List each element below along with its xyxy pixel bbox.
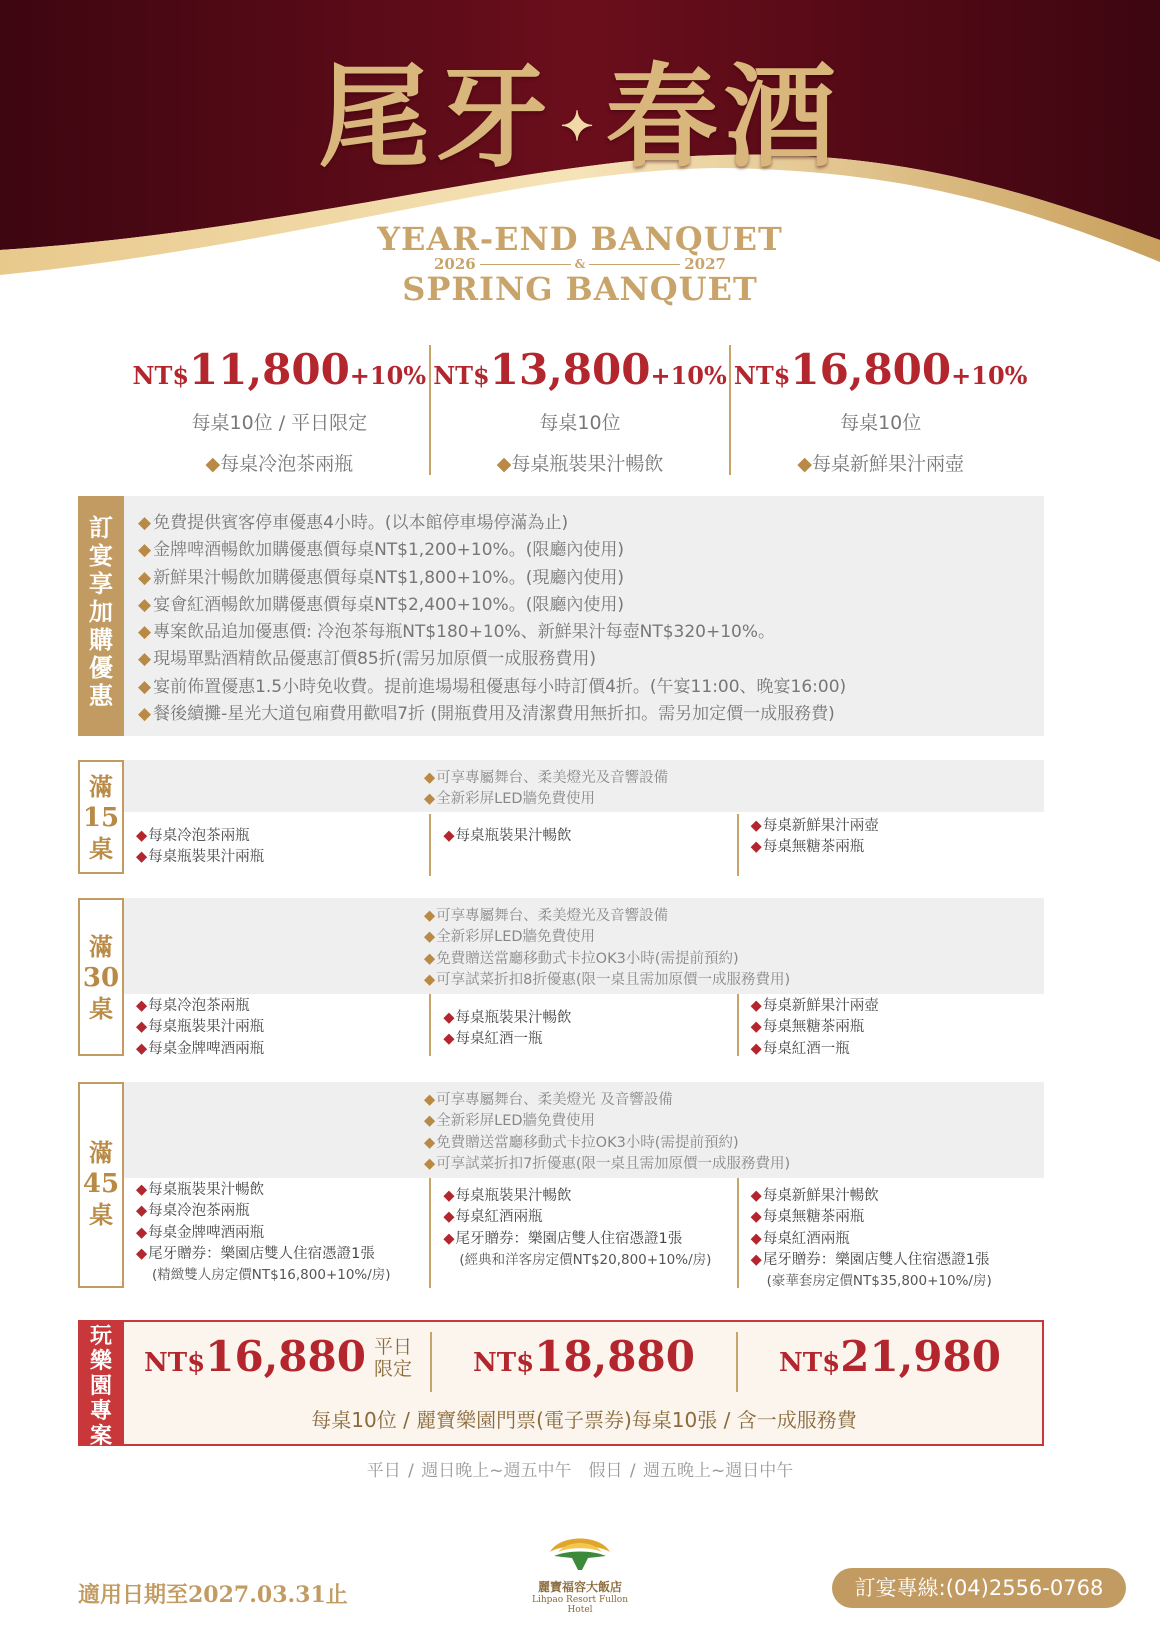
park-tag xyxy=(78,1320,124,1449)
tag-char: 案 xyxy=(89,1424,112,1449)
list-item: ◆ 每桌瓶裝果汁暢飲 xyxy=(443,824,736,845)
divider-line xyxy=(480,264,571,265)
weekday-holiday-note: 平日 / 週日晚上~週五中午 假日 / 週五晚上~週日中午 xyxy=(366,1461,794,1481)
room-price-note: (豪華套房定價NT$35,800+10%/房) xyxy=(766,1273,992,1290)
park-price-1 xyxy=(126,1332,430,1392)
tier-col xyxy=(737,994,1044,1056)
tier-45-tables xyxy=(78,1082,1044,1288)
package-drink: 每桌新鮮果汁兩壺 xyxy=(811,453,964,475)
package-prices xyxy=(130,345,1030,475)
tier-common-benefits xyxy=(124,1082,1044,1178)
tier-label-bottom: 桌 xyxy=(89,1200,113,1229)
tag-char: 購 xyxy=(89,626,113,654)
price-amount: 16,800 xyxy=(790,345,952,394)
tier-columns xyxy=(124,994,1044,1056)
tag-char: 專 xyxy=(89,1399,112,1424)
list-item: ◆ 免費贈送當廳移動式卡拉OK3小時(需提前預約) xyxy=(424,947,790,968)
tier-number: 30 xyxy=(82,963,120,993)
list-item: ◆ 全新彩屏LED牆免費使用 xyxy=(424,787,668,808)
divider-line xyxy=(589,264,680,265)
tag-char: 訂 xyxy=(89,514,113,542)
park-price xyxy=(779,1332,1001,1381)
list-item: ◆ 宴會紅酒暢飲加購優惠價每桌NT$2,400+10%。(限廳內使用) xyxy=(138,590,846,617)
package-1 xyxy=(130,345,429,475)
booking-hotline[interactable]: 訂宴專線:(04)2556-0768 xyxy=(832,1568,1126,1608)
currency: NT$ xyxy=(144,1348,206,1378)
theme-park-package xyxy=(78,1320,1044,1449)
list-item: ◆ 專案飲品追加優惠價: 冷泡茶每瓶NT$180+10%、新鮮果汁每壺NT$320+10%。 xyxy=(138,617,846,644)
list-item: ◆ 可享專屬舞台、柔美燈光及音響設備 xyxy=(424,766,668,787)
main-title xyxy=(0,28,1160,189)
tag-char: 優 xyxy=(89,654,113,682)
hotel-name-en: Lihpao Resort Fullon Hotel xyxy=(532,1595,628,1615)
package-line1: 每桌10位 xyxy=(539,412,621,434)
tier-tag xyxy=(78,760,124,874)
list-item: ◆ 全新彩屏LED牆免費使用 xyxy=(424,1109,790,1130)
park-price-2 xyxy=(430,1332,736,1392)
list-item: ◆ 全新彩屏LED牆免費使用 xyxy=(424,925,790,946)
tier-15-tables xyxy=(78,760,1044,876)
list-item: ◆ 宴前佈置優惠1.5小時免收費。提前進場場租優惠每小時訂價4折。(午宴11:00、晚宴16:00) xyxy=(138,672,846,699)
room-price-note: (經典和洋客房定價NT$20,800+10%/房) xyxy=(459,1251,712,1268)
list-item: ◆ 每桌瓶裝果汁兩瓶 xyxy=(136,845,429,866)
sparkle-icon: ✦ xyxy=(560,103,600,151)
surcharge: +10% xyxy=(951,361,1028,390)
tier-col xyxy=(429,814,736,876)
list-item: ◆ 可享試菜折扣7折優惠(限一桌且需加原價一成服務費用) xyxy=(424,1152,790,1173)
tier-col xyxy=(124,1178,429,1288)
tier-tag xyxy=(78,1082,124,1288)
tag-char: 玩 xyxy=(89,1324,112,1349)
package-price xyxy=(130,345,429,394)
tag-char: 宴 xyxy=(89,542,113,570)
list-item: ◆ 金牌啤酒暢飲加購優惠價每桌NT$1,200+10%。(限廳內使用) xyxy=(138,535,846,562)
list-item: ◆ 每桌新鮮果汁兩壺 xyxy=(751,814,1044,835)
price-amount: 21,980 xyxy=(840,1332,1001,1381)
list-item: ◆ 每桌瓶裝果汁兩瓶 xyxy=(136,1015,429,1036)
price-amount: 13,800 xyxy=(489,345,651,394)
park-price xyxy=(473,1332,695,1381)
package-line2 xyxy=(431,449,730,476)
package-drink: 每桌冷泡茶兩瓶 xyxy=(220,453,354,475)
tier-label-top: 滿 xyxy=(89,772,113,801)
park-description: 每桌10位 / 麗寶樂園門票(電子票券)每桌10張 / 含一成服務費 xyxy=(311,1408,857,1432)
offers-tag xyxy=(78,496,124,736)
tier-label-top: 滿 xyxy=(89,932,113,961)
tier-col xyxy=(737,1178,1044,1288)
list-item: ◆ 尾牙贈券：樂園店雙人住宿憑證1張 xyxy=(136,1242,429,1263)
room-price-note: (精緻雙人房定價NT$16,800+10%/房) xyxy=(152,1267,391,1284)
currency: NT$ xyxy=(779,1348,841,1378)
list-item: ◆ 尾牙贈券：樂園店雙人住宿憑證1張 xyxy=(443,1227,736,1248)
currency: NT$ xyxy=(733,361,791,390)
list-item: ◆ 每桌金牌啤酒兩瓶 xyxy=(136,1037,429,1058)
tier-label-bottom: 桌 xyxy=(89,994,113,1023)
list-item: ◆ 免費贈送當廳移動式卡拉OK3小時(需提前預約) xyxy=(424,1131,790,1152)
park-price-3 xyxy=(736,1332,1042,1392)
currency: NT$ xyxy=(473,1348,535,1378)
package-line2 xyxy=(130,449,429,476)
tier-col xyxy=(429,1178,736,1288)
tier-columns xyxy=(124,1178,1044,1288)
ampersand: & xyxy=(574,257,586,271)
list-item: ◆ 每桌瓶裝果汁暢飲 xyxy=(136,1178,429,1199)
list-item: ◆ 每桌冷泡茶兩瓶 xyxy=(136,824,429,845)
tag-char: 享 xyxy=(89,570,113,598)
weekday-limit xyxy=(374,1336,412,1380)
limit-line: 限定 xyxy=(373,1358,412,1380)
tier-columns xyxy=(124,814,1044,876)
tier-common-benefits xyxy=(124,760,1044,812)
package-line2 xyxy=(731,449,1030,476)
list-item: ◆ 每桌金牌啤酒兩瓶 xyxy=(136,1221,429,1242)
package-price xyxy=(731,345,1030,394)
package-line1: 每桌10位 / 平日限定 xyxy=(191,412,368,434)
list-item: ◆ 可享專屬舞台、柔美燈光及音響設備 xyxy=(424,904,790,925)
main-title-part2: 春酒 xyxy=(605,52,842,183)
tier-col xyxy=(737,814,1044,876)
year-right: 2027 xyxy=(684,255,726,273)
tag-char: 樂 xyxy=(89,1349,112,1374)
subtitle-year-end: YEAR-END BANQUET xyxy=(377,220,783,258)
subtitle-spring: SPRING BANQUET xyxy=(402,270,758,308)
tier-number: 15 xyxy=(82,803,120,833)
price-amount: 16,880 xyxy=(205,1332,366,1381)
package-line1: 每桌10位 xyxy=(840,412,922,434)
price-amount: 11,800 xyxy=(189,345,350,394)
tier-30-tables xyxy=(78,898,1044,1056)
package-drink: 每桌瓶裝果汁暢飲 xyxy=(511,453,664,475)
list-item: ◆ 每桌冷泡茶兩瓶 xyxy=(136,1199,429,1220)
hotel-logo-icon xyxy=(548,1530,612,1572)
surcharge: +10% xyxy=(349,361,427,390)
park-price xyxy=(144,1332,366,1381)
list-item: ◆ 每桌紅酒一瓶 xyxy=(751,1037,1044,1058)
tier-col xyxy=(429,994,736,1056)
currency: NT$ xyxy=(132,361,190,390)
list-item: ◆ 餐後續攤-星光大道包廂費用歡唱7折 (開瓶費用及清潔費用無折扣。需另加定價一成服務費) xyxy=(138,699,846,726)
booking-offers xyxy=(78,496,1044,736)
tier-tag xyxy=(78,898,124,1056)
list-item: ◆ 免費提供賓客停車優惠4小時。(以本館停車場停滿為止) xyxy=(138,508,846,535)
diamond-icon: ◆ xyxy=(797,453,812,475)
tier-number: 45 xyxy=(82,1169,120,1199)
package-price xyxy=(431,345,730,394)
tier-label-top: 滿 xyxy=(89,1138,113,1167)
list-item: ◆ 每桌新鮮果汁兩壺 xyxy=(751,994,1044,1015)
list-item: ◆ 尾牙贈券：樂園店雙人住宿憑證1張 xyxy=(751,1248,1044,1269)
tag-char: 園 xyxy=(89,1374,112,1399)
diamond-icon: ◆ xyxy=(496,453,512,475)
list-item: ◆ 現場單點酒精飲品優惠訂價85折(需另加原價一成服務費用) xyxy=(138,644,846,671)
tier-col xyxy=(124,814,429,876)
tier-col xyxy=(124,994,429,1056)
list-item: ◆ 可享專屬舞台、柔美燈光 及音響設備 xyxy=(424,1088,790,1109)
tier-label-bottom: 桌 xyxy=(89,834,113,863)
diamond-icon: ◆ xyxy=(205,453,221,475)
list-item: ◆ 每桌冷泡茶兩瓶 xyxy=(136,994,429,1015)
hotel-logo xyxy=(522,1530,638,1615)
list-item: ◆ 每桌無糖茶兩瓶 xyxy=(751,1015,1044,1036)
package-2 xyxy=(429,345,730,475)
list-item: ◆ 新鮮果汁暢飲加購優惠價每桌NT$1,800+10%。(現廳內使用) xyxy=(138,563,846,590)
tag-char: 惠 xyxy=(89,682,113,710)
offers-list xyxy=(138,508,846,726)
price-amount: 18,880 xyxy=(534,1332,695,1381)
package-3 xyxy=(729,345,1030,475)
list-item: ◆ 每桌紅酒一瓶 xyxy=(443,1027,736,1048)
list-item: ◆ 可享試菜折扣8折優惠(限一桌且需加原價一成服務費用) xyxy=(424,968,790,989)
tier-common-benefits xyxy=(124,898,1044,994)
main-title-part1: 尾牙 xyxy=(318,52,555,183)
currency: NT$ xyxy=(433,361,490,390)
list-item: ◆ 每桌紅酒兩瓶 xyxy=(751,1227,1044,1248)
limit-line: 平日 xyxy=(373,1336,412,1358)
list-item: ◆ 每桌瓶裝果汁暢飲 xyxy=(443,1006,736,1027)
park-prices xyxy=(126,1332,1042,1392)
list-item: ◆ 每桌瓶裝果汁暢飲 xyxy=(443,1184,736,1205)
valid-date: 適用日期至2027.03.31止 xyxy=(78,1582,348,1608)
hotel-name: 麗寶福容大飯店 xyxy=(537,1580,622,1594)
surcharge: +10% xyxy=(650,361,727,390)
list-item: ◆ 每桌無糖茶兩瓶 xyxy=(751,1205,1044,1226)
list-item: ◆ 每桌新鮮果汁暢飲 xyxy=(751,1184,1044,1205)
list-item: ◆ 每桌紅酒兩瓶 xyxy=(443,1205,736,1226)
list-item: ◆ 每桌無糖茶兩瓶 xyxy=(751,835,1044,856)
tag-char: 加 xyxy=(89,598,113,626)
year-left: 2026 xyxy=(434,255,476,273)
